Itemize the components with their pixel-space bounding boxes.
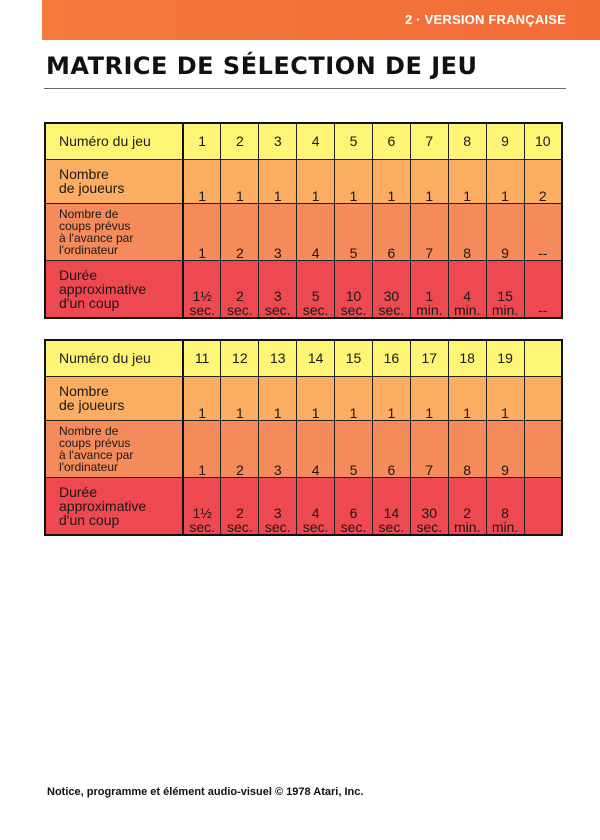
matrix-cell: 1 [410, 376, 448, 420]
matrix-cell: 4 sec. [297, 477, 335, 535]
matrix-cell: 4 [297, 420, 335, 477]
matrix-cell: 5 [335, 420, 373, 477]
matrix-cell: 30 sec. [372, 260, 410, 318]
matrix-cell: 1 [335, 159, 373, 203]
matrix-cell: 1 [297, 376, 335, 420]
page-title: MATRICE DE SÉLECTION DE JEU [46, 52, 478, 80]
row-players [45, 376, 562, 420]
matrix-cell: 10 [524, 123, 562, 159]
matrix-cell: 9 [486, 203, 524, 260]
matrix-cell: 8 [448, 420, 486, 477]
matrix-cell: 1 [259, 376, 297, 420]
matrix-cell: 15 [335, 340, 373, 376]
matrix-cell: 5 sec. [297, 260, 335, 318]
matrix-cell: 7 [410, 203, 448, 260]
matrix-cell: 14 [297, 340, 335, 376]
matrix-cell: 2 [221, 203, 259, 260]
matrix-cell: 2 [221, 420, 259, 477]
game-matrix-table-2 [44, 339, 563, 536]
matrix-cell: 30 sec. [410, 477, 448, 535]
matrix-cell: 7 [410, 123, 448, 159]
matrix-cell: 9 [486, 123, 524, 159]
matrix-cell: -- [524, 203, 562, 260]
matrix-cell: 15 min. [486, 260, 524, 318]
row-game-number [45, 340, 562, 376]
title-divider [44, 88, 566, 89]
matrix-cell: 1 [183, 123, 221, 159]
matrix-cell: 1 [183, 420, 221, 477]
matrix-cell: 1 [183, 376, 221, 420]
matrix-cell: 17 [410, 340, 448, 376]
matrix-cell: 1 [486, 159, 524, 203]
matrix-cell: 1 [183, 159, 221, 203]
matrix-cell: 1 [372, 376, 410, 420]
matrix-cell: 3 [259, 123, 297, 159]
matrix-cell: 14 sec. [372, 477, 410, 535]
matrix-cell: 2 min. [448, 477, 486, 535]
row-label: Nombre de coups prévus à l'avance par l'ordinateur [45, 203, 183, 260]
matrix-cell: 6 [372, 420, 410, 477]
matrix-cell: 10 sec. [335, 260, 373, 318]
row-duration [45, 260, 562, 318]
copyright-footer: Notice, programme et élément audio-visuel © 1978 Atari, Inc. [47, 786, 364, 798]
matrix-cell: 1 [221, 376, 259, 420]
row-duration [45, 477, 562, 535]
matrix-cell: 12 [221, 340, 259, 376]
matrix-cell: 3 [259, 203, 297, 260]
matrix-cell: 3 sec. [259, 477, 297, 535]
matrix-cell: 1 [372, 159, 410, 203]
matrix-cell: 1 [486, 376, 524, 420]
matrix-cell: 6 sec. [335, 477, 373, 535]
matrix-cell: 5 [335, 123, 373, 159]
matrix-cell: 2 sec. [221, 477, 259, 535]
matrix-cell: 9 [486, 420, 524, 477]
matrix-cell: 2 [221, 123, 259, 159]
matrix-cell: 13 [259, 340, 297, 376]
row-label: Nombre de coups prévus à l'avance par l'ordinateur [45, 420, 183, 477]
matrix-cell: 3 [259, 420, 297, 477]
row-label: Durée approximative d'un coup [45, 260, 183, 318]
header-bar [42, 0, 600, 40]
matrix-cell: 8 min. [486, 477, 524, 535]
matrix-cell: 16 [372, 340, 410, 376]
matrix-cell: -- [524, 260, 562, 318]
matrix-cell: 11 [183, 340, 221, 376]
section-label: 2 · VERSION FRANÇAISE [405, 12, 566, 27]
matrix-cell: 1 [297, 159, 335, 203]
matrix-cell: 4 [297, 203, 335, 260]
matrix-cell: 3 sec. [259, 260, 297, 318]
matrix-cell: 1 [335, 376, 373, 420]
matrix-cell: 8 [448, 123, 486, 159]
matrix-cell: 6 [372, 203, 410, 260]
row-lookahead [45, 420, 562, 477]
matrix-cell: 2 [524, 159, 562, 203]
matrix-cell: 1½ sec. [183, 477, 221, 535]
matrix-cell: 7 [410, 420, 448, 477]
matrix-cell: 1 [221, 159, 259, 203]
row-players [45, 159, 562, 203]
matrix-cell: 18 [448, 340, 486, 376]
matrix-cell [524, 420, 562, 477]
row-label: Nombre de joueurs [45, 376, 183, 420]
matrix-cell [524, 340, 562, 376]
matrix-cell: 2 sec. [221, 260, 259, 318]
matrix-cell [524, 477, 562, 535]
row-label: Nombre de joueurs [45, 159, 183, 203]
matrix-cell: 4 [297, 123, 335, 159]
row-label: Numéro du jeu [45, 123, 183, 159]
matrix-cell: 1 [259, 159, 297, 203]
matrix-cell: 1 min. [410, 260, 448, 318]
matrix-cell: 1½ sec. [183, 260, 221, 318]
matrix-cell: 19 [486, 340, 524, 376]
matrix-cell: 1 [410, 159, 448, 203]
matrix-cell: 4 min. [448, 260, 486, 318]
matrix-cell: 1 [448, 159, 486, 203]
matrix-cell: 1 [448, 376, 486, 420]
row-lookahead [45, 203, 562, 260]
matrix-cell: 5 [335, 203, 373, 260]
row-game-number [45, 123, 562, 159]
matrix-cell [524, 376, 562, 420]
matrix-cell: 8 [448, 203, 486, 260]
row-label: Durée approximative d'un coup [45, 477, 183, 535]
matrix-cell: 1 [183, 203, 221, 260]
game-matrix-table-1 [44, 122, 563, 319]
row-label: Numéro du jeu [45, 340, 183, 376]
matrix-cell: 6 [372, 123, 410, 159]
